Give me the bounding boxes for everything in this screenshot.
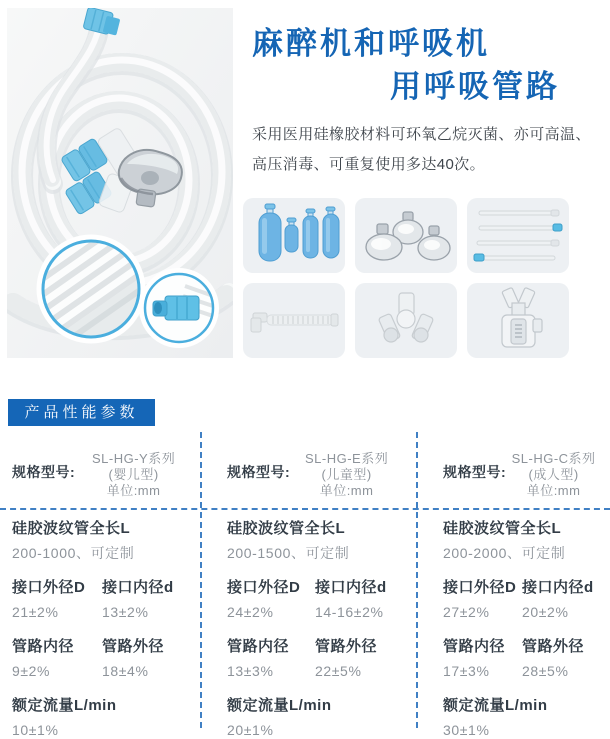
cell-tube-inner: 管路内径 17±3% (443, 638, 506, 679)
y-piece-connectors-icon (355, 283, 457, 358)
series-name: SL-HG-E系列 (304, 451, 389, 466)
elbow-corrugated-tube-icon (243, 283, 345, 358)
cell-port-outer: 接口外径D 24±2% (227, 579, 301, 620)
spec-label: 规格型号: (227, 464, 291, 480)
spec-series (75, 451, 192, 499)
row-port-diameters (443, 579, 601, 621)
breathing-circuit-photo (7, 8, 233, 358)
series-variant: (儿童型) (321, 467, 372, 482)
row-port-diameters (12, 579, 192, 621)
row-rated-flow: 额定流量L/min 10±1% (12, 697, 117, 738)
spec-column-infant (12, 444, 192, 739)
breathing-bags-icon (243, 198, 345, 273)
water-trap-icon (467, 283, 569, 358)
row-tube-diameters (227, 638, 403, 680)
series-name: SL-HG-C系列 (511, 451, 596, 466)
accessory-gallery (243, 198, 569, 358)
connector-tubes-icon (467, 198, 569, 273)
cell-tube-inner: 管路内径 13±3% (227, 638, 290, 679)
spec-series (506, 451, 601, 499)
row-tube-length: 硅胶波纹管全长L 200-1000、可定制 (12, 520, 135, 561)
cell-tube-outer: 管路外径 28±5% (522, 638, 585, 679)
row-tube-diameters (12, 638, 192, 680)
cell-port-inner: 接口内径d 13±2% (102, 579, 174, 620)
table-divider-vertical-1 (200, 432, 202, 728)
row-rated-flow: 额定流量L/min 30±1% (443, 697, 548, 738)
connector-tubes-photo (467, 198, 569, 273)
spec-column-child (227, 444, 403, 739)
cell-port-inner: 接口内径d 14-16±2% (315, 579, 387, 620)
anesthesia-masks-icon (355, 198, 457, 273)
y-piece-connectors-photo (355, 283, 457, 358)
cell-tube-inner: 管路内径 9±2% (12, 638, 75, 679)
spec-header (12, 444, 192, 499)
series-unit: 单位:mm (526, 483, 581, 498)
row-rated-flow: 额定流量L/min 20±1% (227, 697, 332, 738)
spec-label: 规格型号: (443, 464, 507, 480)
row-port-diameters (227, 579, 403, 621)
series-name: SL-HG-Y系列 (91, 451, 176, 466)
series-unit: 单位:mm (319, 483, 374, 498)
cell-tube-outer: 管路外径 18±4% (102, 638, 165, 679)
cell-port-inner: 接口内径d 20±2% (522, 579, 594, 620)
row-tube-diameters (443, 638, 601, 680)
cell-tube-outer: 管路外径 22±5% (315, 638, 378, 679)
row-tube-length: 硅胶波纹管全长L 200-1500、可定制 (227, 520, 350, 561)
water-trap-photo (467, 283, 569, 358)
table-divider-vertical-2 (416, 432, 418, 728)
spec-series (290, 451, 403, 499)
page-title (252, 22, 560, 108)
spec-label: 规格型号: (12, 464, 76, 480)
product-description-line1: 采用医用硅橡胶材料可环氧乙烷灭菌、亦可高温、 (252, 126, 591, 143)
page-title-line2: 用呼吸管路 (390, 69, 560, 104)
callout-connector-circle (142, 271, 219, 345)
spec-header (443, 444, 601, 499)
spec-header (227, 444, 403, 499)
series-variant: (成人型) (528, 467, 579, 482)
section-title-performance: 产品性能参数 (8, 399, 155, 426)
row-tube-length: 硅胶波纹管全长L 200-2000、可定制 (443, 520, 566, 561)
breathing-bags-photo (243, 198, 345, 273)
series-variant: (婴儿型) (108, 467, 159, 482)
page-title-line1: 麻醉机和呼吸机 (252, 26, 490, 61)
spec-column-adult (443, 444, 601, 739)
series-unit: 单位:mm (106, 483, 161, 498)
product-description-line2: 高压消毒、可重复使用多达40次。 (252, 156, 486, 173)
anesthesia-masks-photo (355, 198, 457, 273)
product-description (252, 120, 592, 180)
cell-port-outer: 接口外径D 27±2% (443, 579, 517, 620)
cell-port-outer: 接口外径D 21±2% (12, 579, 86, 620)
breathing-circuit-illustration (7, 8, 233, 358)
elbow-corrugated-tube-photo (243, 283, 345, 358)
